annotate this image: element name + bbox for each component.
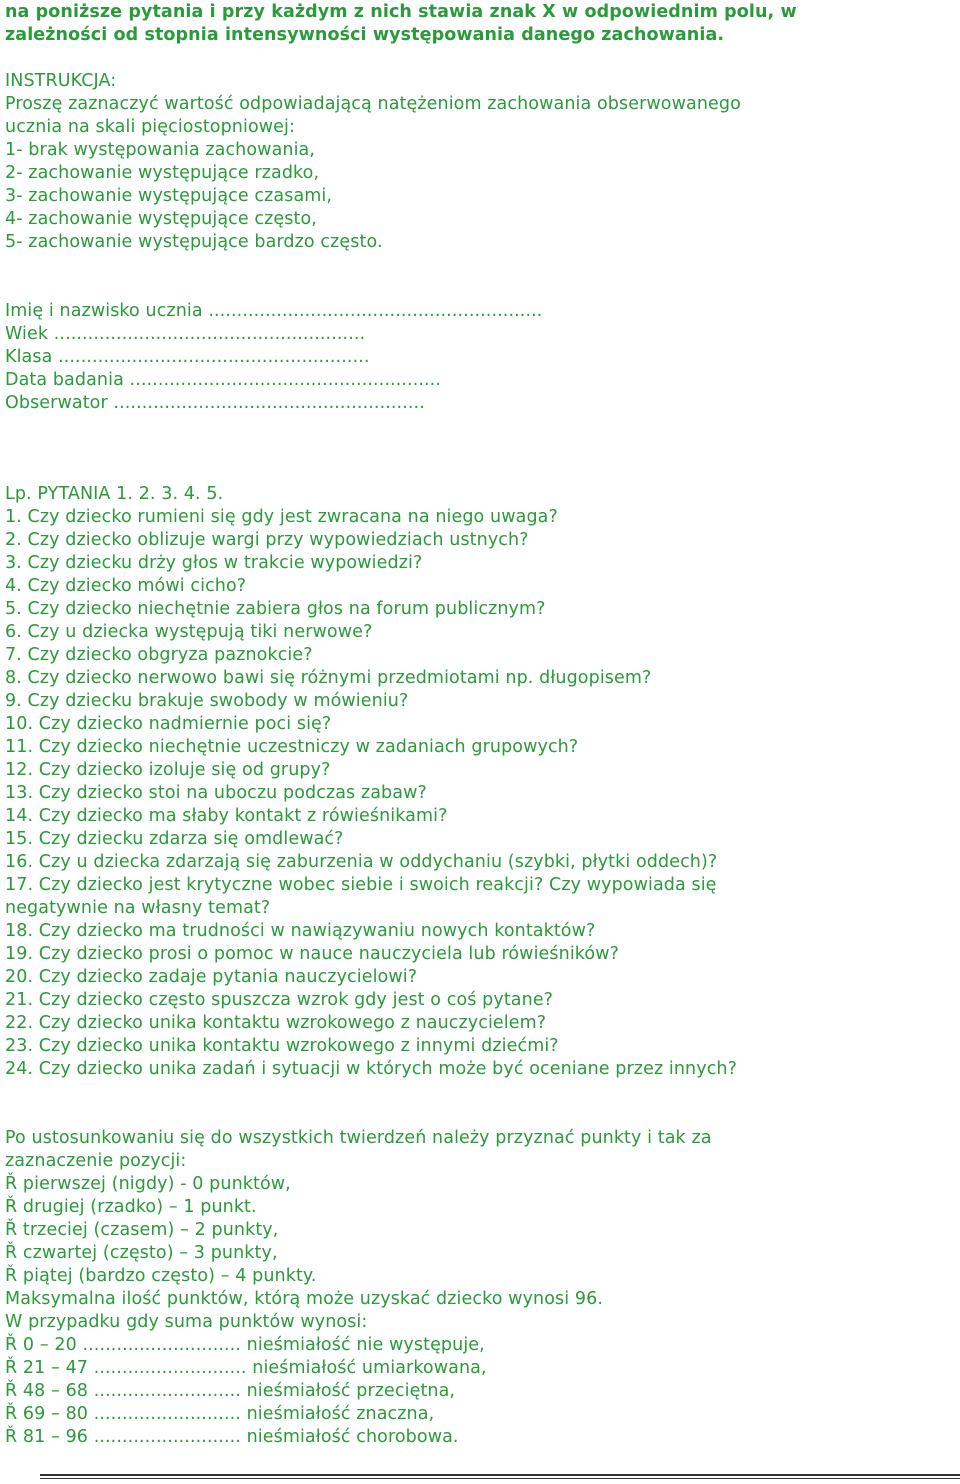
scale-item: 2- zachowanie występujące rzadko,	[5, 163, 320, 183]
points-item: Ř trzeciej (czasem) – 2 punkty,	[5, 1220, 279, 1240]
instructions-line-2: ucznia na skali pięciostopniowej:	[5, 117, 295, 137]
question-item: 3. Czy dziecku drży głos w trakcie wypowiedzi?	[5, 553, 423, 573]
field-student-name: Imię i nazwisko ucznia ...........................................................	[5, 301, 543, 321]
question-item: 6. Czy u dziecka występują tiki nerwowe?	[5, 622, 373, 642]
question-item: 4. Czy dziecko mówi cicho?	[5, 576, 247, 596]
field-class: Klasa .......................................................	[5, 347, 370, 367]
question-item: 7. Czy dziecko obgryza paznokcie?	[5, 645, 313, 665]
question-item: 9. Czy dziecku brakuje swobody w mówieniu?	[5, 691, 409, 711]
question-item: 21. Czy dziecko często spuszcza wzrok gdy jest o coś pytane?	[5, 990, 554, 1010]
instructions-heading: INSTRUKCJA:	[5, 71, 117, 91]
points-item: Ř drugiej (rzadko) – 1 punkt.	[5, 1197, 257, 1217]
question-item: 13. Czy dziecko stoi na uboczu podczas zabaw?	[5, 783, 427, 803]
question-item: 24. Czy dziecko unika zadań i sytuacji w których może być oceniane przez innych?	[5, 1059, 738, 1079]
question-item: 23. Czy dziecko unika kontaktu wzrokowego z innymi dziećmi?	[5, 1036, 559, 1056]
range-item: Ř 21 – 47 ........................... nieśmiałość umiarkowana,	[5, 1358, 487, 1378]
range-item: Ř 0 – 20 ............................ nieśmiałość nie występuje,	[5, 1335, 485, 1355]
scale-item: 1- brak występowania zachowania,	[5, 140, 316, 160]
scoring-line-1: Po ustosunkowaniu się do wszystkich twierdzeń należy przyznać punkty i tak za	[5, 1128, 712, 1148]
scale-item: 5- zachowanie występujące bardzo często.	[5, 232, 383, 252]
question-item: 22. Czy dziecko unika kontaktu wzrokowego z nauczycielem?	[5, 1013, 547, 1033]
field-age: Wiek .......................................................	[5, 324, 366, 344]
range-item: Ř 48 – 68 .......................... nieśmiałość przeciętna,	[5, 1381, 456, 1401]
points-item: Ř piątej (bardzo często) – 4 punkty.	[5, 1266, 317, 1286]
scale-item: 4- zachowanie występujące często,	[5, 209, 317, 229]
question-item: 11. Czy dziecko niechętnie uczestniczy w zadaniach grupowych?	[5, 737, 579, 757]
points-item: Ř pierwszej (nigdy) - 0 punktów,	[5, 1174, 291, 1194]
question-item: 19. Czy dziecko prosi o pomoc w nauce nauczyciela lub rówieśników?	[5, 944, 620, 964]
footer-rule	[40, 1474, 960, 1479]
scoring-line-2: zaznaczenie pozycji:	[5, 1151, 187, 1171]
question-item: 1. Czy dziecko rumieni się gdy jest zwracana na niego uwaga?	[5, 507, 558, 527]
scale-item: 3- zachowanie występujące czasami,	[5, 186, 333, 206]
document-page	[5, 1, 950, 1449]
question-item: 17. Czy dziecko jest krytyczne wobec siebie i swoich reakcji? Czy wypowiada się	[5, 875, 717, 895]
range-item: Ř 81 – 96 .......................... nieśmiałość chorobowa.	[5, 1427, 459, 1447]
question-item: 10. Czy dziecko nadmiernie poci się?	[5, 714, 332, 734]
question-item: 20. Czy dziecko zadaje pytania nauczycielowi?	[5, 967, 418, 987]
points-item: Ř czwartej (często) – 3 punkty,	[5, 1243, 278, 1263]
table-header: Lp. PYTANIA 1. 2. 3. 4. 5.	[5, 484, 224, 504]
question-item: 5. Czy dziecko niechętnie zabiera głos na forum publicznym?	[5, 599, 546, 619]
question-item: 15. Czy dziecku zdarza się omdlewać?	[5, 829, 344, 849]
scoring-section	[5, 1127, 950, 1449]
question-item: 8. Czy dziecko nerwowo bawi się różnymi przedmiotami np. długopisem?	[5, 668, 652, 688]
question-item: 14. Czy dziecko ma słaby kontakt z rówieśnikami?	[5, 806, 448, 826]
instructions-line-1: Proszę zaznaczyć wartość odpowiadającą natężeniom zachowania obserwowanego	[5, 94, 741, 114]
question-item: 2. Czy dziecko oblizuje wargi przy wypowiedziach ustnych?	[5, 530, 529, 550]
question-item-continued: negatywnie na własny temat?	[5, 898, 271, 918]
question-item: 12. Czy dziecko izoluje się od grupy?	[5, 760, 331, 780]
questions-list	[5, 506, 950, 1081]
question-item: 16. Czy u dziecka zdarzają się zaburzenia w oddychaniu (szybki, płytki oddech)?	[5, 852, 718, 872]
field-observer: Obserwator .......................................................	[5, 393, 425, 413]
question-item: 18. Czy dziecko ma trudności w nawiązywaniu nowych kontaktów?	[5, 921, 596, 941]
field-date: Data badania .......................................................	[5, 370, 442, 390]
intro-line-1: na poniższe pytania i przy każdym z nich stawia znak X w odpowiednim polu, w	[5, 2, 797, 22]
sum-intro: W przypadku gdy suma punktów wynosi:	[5, 1312, 368, 1332]
intro-line-2: zależności od stopnia intensywności występowania danego zachowania.	[5, 25, 725, 45]
max-points: Maksymalna ilość punktów, którą może uzyskać dziecko wynosi 96.	[5, 1289, 604, 1309]
range-item: Ř 69 – 80 .......................... nieśmiałość znaczna,	[5, 1404, 435, 1424]
